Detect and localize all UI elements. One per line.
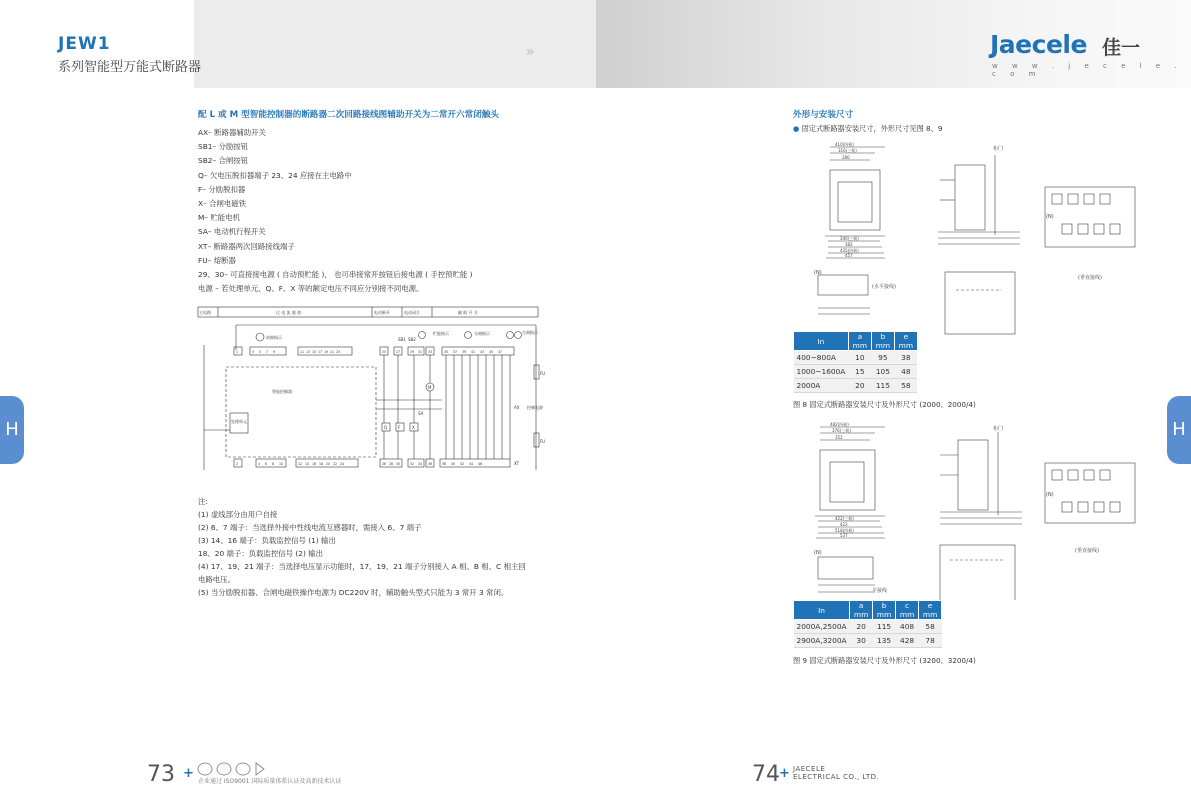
dim-label: 482(四极) (830, 422, 849, 427)
terminal-number: 26 (382, 462, 387, 466)
label-close: 合闸指示 (522, 330, 538, 335)
table-cell: 20 (848, 379, 871, 393)
legend-item: X– 合闸电磁铁 (198, 198, 247, 208)
table-cell: 2000A,2500A (794, 620, 850, 634)
table-cell: 20 (850, 620, 873, 634)
terminal-number: 21 (330, 350, 335, 354)
figure-8-drawing (790, 140, 1145, 335)
legend-list (198, 127, 473, 297)
terminal-number: 11 (300, 350, 305, 354)
terminal-number: 44 (469, 462, 474, 466)
ccc-cert-icon (198, 763, 212, 775)
terminal-number: 7 (266, 350, 269, 354)
terminal-number: 46 (478, 462, 483, 466)
label-n: (N) (814, 550, 822, 556)
terminal-number: 16 (312, 462, 317, 466)
label-sa: SA (418, 411, 424, 416)
terminal-number: 18 (319, 462, 324, 466)
label-m: M (428, 385, 432, 390)
legend-item: SB1– 分励按钮 (198, 142, 249, 152)
dim-label: 537 (840, 533, 848, 538)
table-header-row (794, 601, 942, 620)
dim-label: 340(三极) (840, 236, 859, 241)
terminal-number: 34 (418, 462, 423, 466)
wiring-diagram (196, 305, 546, 485)
terminal-number: 17 (318, 350, 323, 354)
table-header: In (794, 332, 849, 351)
terminal-number: 20 (326, 462, 331, 466)
diagram-header-cell: 电动闭合 (404, 310, 420, 315)
terminal-number: 38 (442, 462, 447, 466)
fig8-table (793, 331, 918, 393)
brand-logo-cn: 佳一 (1102, 37, 1141, 59)
brand-url: w w w . j e c e l e . c o m (992, 62, 1183, 78)
chevron-right-icon: » (526, 44, 535, 60)
company-line: ELECTRICAL CO., LTD. (793, 773, 880, 781)
cert-logos (196, 761, 268, 777)
label-vertical: (垂直接线) (1078, 275, 1102, 281)
cert-triangle-icon (256, 763, 264, 775)
terminal-number: 32 (410, 462, 415, 466)
label-door: 柜门 (993, 146, 1004, 152)
label-sb2: SB2 (408, 337, 416, 342)
label-unit: 处理单元 (231, 419, 247, 424)
label-x: X (412, 425, 415, 430)
table-cell: 58 (919, 620, 942, 634)
label-fu: FU (540, 439, 546, 444)
label-vertical: (垂直接线) (1075, 548, 1099, 554)
diagram-header-cell: 辅 助 开 关 (458, 310, 478, 315)
table-header: c mm (896, 601, 919, 620)
table-header: b mm (873, 601, 896, 620)
legend-item: SA– 电动机行程开关 (198, 227, 266, 237)
label-q: Q (384, 425, 388, 430)
page-number-right: 74 (752, 762, 780, 787)
terminal-number: 15 (312, 350, 317, 354)
terminal-number: 42 (460, 462, 465, 466)
table-header: b mm (871, 332, 894, 351)
table-cell: 95 (871, 351, 894, 365)
note-line: 18、20 端子：负载监控信号 (2) 输出 (198, 549, 324, 558)
legend-item: Q– 欠电压脱扣器端子 23、24 应接在主电路中 (198, 170, 352, 180)
table-row (794, 620, 942, 634)
page-number-left: 73 (147, 762, 175, 787)
fig9-table (793, 600, 942, 648)
table-cell: 1000~1600A (794, 365, 849, 379)
terminal-number: 5 (259, 350, 262, 354)
table-cell: 135 (873, 634, 896, 648)
cert-note: 企业通过 ISO9001 国际质量体系认证及高新技术认证 (198, 778, 342, 785)
note-line: (4) 17、19、21 端子：当选择电压显示功能时，17、19、21 端子分别接入 A 相、B 相、C 相主回 (198, 562, 526, 571)
bullet-icon: ● (793, 124, 800, 133)
label-trip: 分闸指示 (474, 331, 490, 336)
section-tab-right: H (1167, 396, 1191, 464)
table-cell: 15 (848, 365, 871, 379)
note-line: (2) 6、7 端子：当选择外接中性线电流互感器时，需接入 6、7 端子 (198, 523, 422, 532)
diagram-header-cell: 电动断开 (374, 310, 390, 315)
dim-label: 316(三极) (838, 148, 857, 153)
note-line: (1) 虚线部分由用户自接 (198, 510, 278, 519)
note-line: 注: (198, 497, 208, 506)
terminal-number: 23 (336, 350, 341, 354)
terminal-number: 6 (265, 462, 268, 466)
terminal-number: 40 (451, 462, 456, 466)
dim-label: 435(四极) (840, 248, 859, 253)
company-name (793, 765, 879, 781)
terminal-number: 29 (410, 350, 415, 354)
legend-item: F– 分励脱扣器 (198, 184, 246, 194)
dimensions-bullet (793, 124, 942, 134)
brand-logo: Jaecele (990, 30, 1087, 59)
terminal-number: 22 (333, 462, 338, 466)
note-line: 电路电压。 (198, 575, 235, 584)
table-row (794, 351, 918, 365)
terminal-number: 4 (258, 462, 261, 466)
terminal-number: 9 (273, 350, 276, 354)
terminal-number: 37 (453, 350, 458, 354)
dim-label: 280 (842, 155, 850, 160)
label-horizontal: 平接线 (872, 588, 888, 594)
figure-9-drawing (790, 420, 1145, 600)
label-n: (N) (814, 270, 822, 276)
terminal-number: 25 (382, 350, 387, 354)
fig8-caption: 图 8 固定式断路器安装尺寸及外形尺寸 (2000、2000/4) (793, 400, 976, 409)
company-line: JAECELE (793, 765, 826, 773)
table-row (794, 379, 918, 393)
terminal-number: 2 (236, 462, 239, 466)
label-n: (N) (1046, 214, 1054, 220)
diagram-header-cell: 主电路 (199, 310, 211, 315)
terminal-number: 39 (462, 350, 467, 354)
note-line: (3) 14、16 端子：负载监控信号 (1) 输出 (198, 536, 336, 545)
label-fault: 故障指示 (266, 335, 282, 340)
table-cell: 78 (919, 634, 942, 648)
table-cell: 58 (894, 379, 917, 393)
series-name: 系列智能型万能式断路器 (58, 60, 202, 75)
table-cell: 115 (873, 620, 896, 634)
table-cell: 115 (871, 379, 894, 393)
wiring-title: 配 L 或 M 型智能控制器的断路器二次回路接线图辅助开关为二常开六常闭触头 (198, 110, 499, 120)
bullet-text: 固定式断路器安装尺寸，外形尺寸见图 8、9 (801, 124, 943, 133)
label-controller: 智能控制器 (272, 389, 292, 394)
table-cell: 2000A (794, 379, 849, 393)
table-cell: 48 (894, 365, 917, 379)
table-cell: 408 (896, 620, 919, 634)
terminal-number: 35 (444, 350, 449, 354)
terminal-number: 33 (428, 350, 433, 354)
notes (198, 496, 526, 600)
terminal-number: 14 (305, 462, 310, 466)
fig9-table-wrap (793, 600, 942, 648)
dim-label: 518(四极) (835, 528, 854, 533)
label-horizontal: (水平接线) (872, 284, 896, 290)
table-cell: 10 (848, 351, 871, 365)
label-xt: XT (514, 461, 520, 466)
quality-cert-icon (217, 763, 231, 775)
table-header: In (794, 601, 850, 620)
dim-label: 376(三极) (832, 428, 851, 433)
terminal-number: 19 (324, 350, 329, 354)
label-sb1: SB1 (398, 337, 406, 342)
terminal-number: 47 (498, 350, 503, 354)
label-storage: 贮能指示 (433, 331, 449, 336)
table-row (794, 365, 918, 379)
plus-icon: + (779, 766, 790, 781)
diagram-header-row (198, 307, 538, 317)
terminal-number: 31 (418, 350, 423, 354)
terminal-number: 30 (396, 462, 401, 466)
legend-item: AX– 断路器辅助开关 (198, 128, 266, 137)
legend-item: M– 贮能电机 (198, 213, 240, 223)
table-cell: 105 (871, 365, 894, 379)
table-header: a mm (848, 332, 871, 351)
legend-item: 电源 – 若处理单元、Q、F、X 等的额定电压不同应分别接不同电源。 (198, 284, 424, 294)
terminal-number: 45 (489, 350, 494, 354)
label-n: (N) (1046, 492, 1054, 498)
legend-item: XT– 断路器两次回路接线端子 (198, 241, 295, 251)
terminal-number: 12 (298, 462, 303, 466)
label-fu: FU (540, 371, 546, 376)
table-row (794, 634, 942, 648)
section-tab-left: H (0, 396, 24, 464)
table-cell: 38 (894, 351, 917, 365)
terminal-number: 1 (236, 350, 239, 354)
series-code: JEW1 (58, 34, 111, 54)
terminal-number: 8 (272, 462, 275, 466)
terminal-number: 13 (306, 350, 311, 354)
fig9-caption: 图 9 固定式断路器安装尺寸及外形尺寸 (3200、3200/4) (793, 656, 976, 665)
table-cell: 400~800A (794, 351, 849, 365)
table-cell: 30 (850, 634, 873, 648)
terminal-number: 3 (252, 350, 255, 354)
terminal-number: 10 (279, 462, 284, 466)
table-cell: 428 (896, 634, 919, 648)
terminal-number: 27 (396, 350, 401, 354)
terminal-number: 28 (389, 462, 394, 466)
dim-label: 410(四极) (835, 142, 854, 147)
dim-label: 382 (845, 242, 853, 247)
plus-icon: + (183, 766, 194, 781)
dim-label: 422(三极) (835, 516, 854, 521)
diagram-header-cell: 过 电 流 脱 扣 (276, 310, 302, 315)
label-f: F (398, 425, 401, 430)
table-header-row (794, 332, 918, 351)
dimensions-title: 外形与安装尺寸 (793, 110, 854, 120)
note-line: (5) 当分励脱扣器、合闸电磁铁操作电源为 DC220V 时，辅助触头型式只能为 3 常开 3 常闭。 (198, 588, 509, 597)
label-power: 控制电源 (527, 405, 543, 410)
table-header: e mm (919, 601, 942, 620)
fig8-table-wrap (793, 331, 918, 393)
terminal-number: 43 (480, 350, 485, 354)
dim-label: 352 (835, 435, 843, 440)
legend-item: FU– 熔断器 (198, 255, 236, 265)
table-header: e mm (894, 332, 917, 351)
iso-cert-icon (236, 763, 250, 775)
terminal-number: 41 (471, 350, 476, 354)
table-header: a mm (850, 601, 873, 620)
dim-label: 422 (840, 522, 848, 527)
dim-label: 457 (845, 253, 853, 258)
label-ax: AX (514, 405, 520, 410)
terminal-number: 36 (428, 462, 433, 466)
terminal-number: 24 (340, 462, 345, 466)
legend-item: SB2– 合闸按钮 (198, 156, 249, 166)
table-cell: 2900A,3200A (794, 634, 850, 648)
legend-item: 29、30– 可直接接电源 ( 自动预贮能 )， 也可串接常开按钮后接电源 ( 手控预贮能 ) (198, 269, 473, 279)
label-door: 柜门 (993, 426, 1004, 432)
